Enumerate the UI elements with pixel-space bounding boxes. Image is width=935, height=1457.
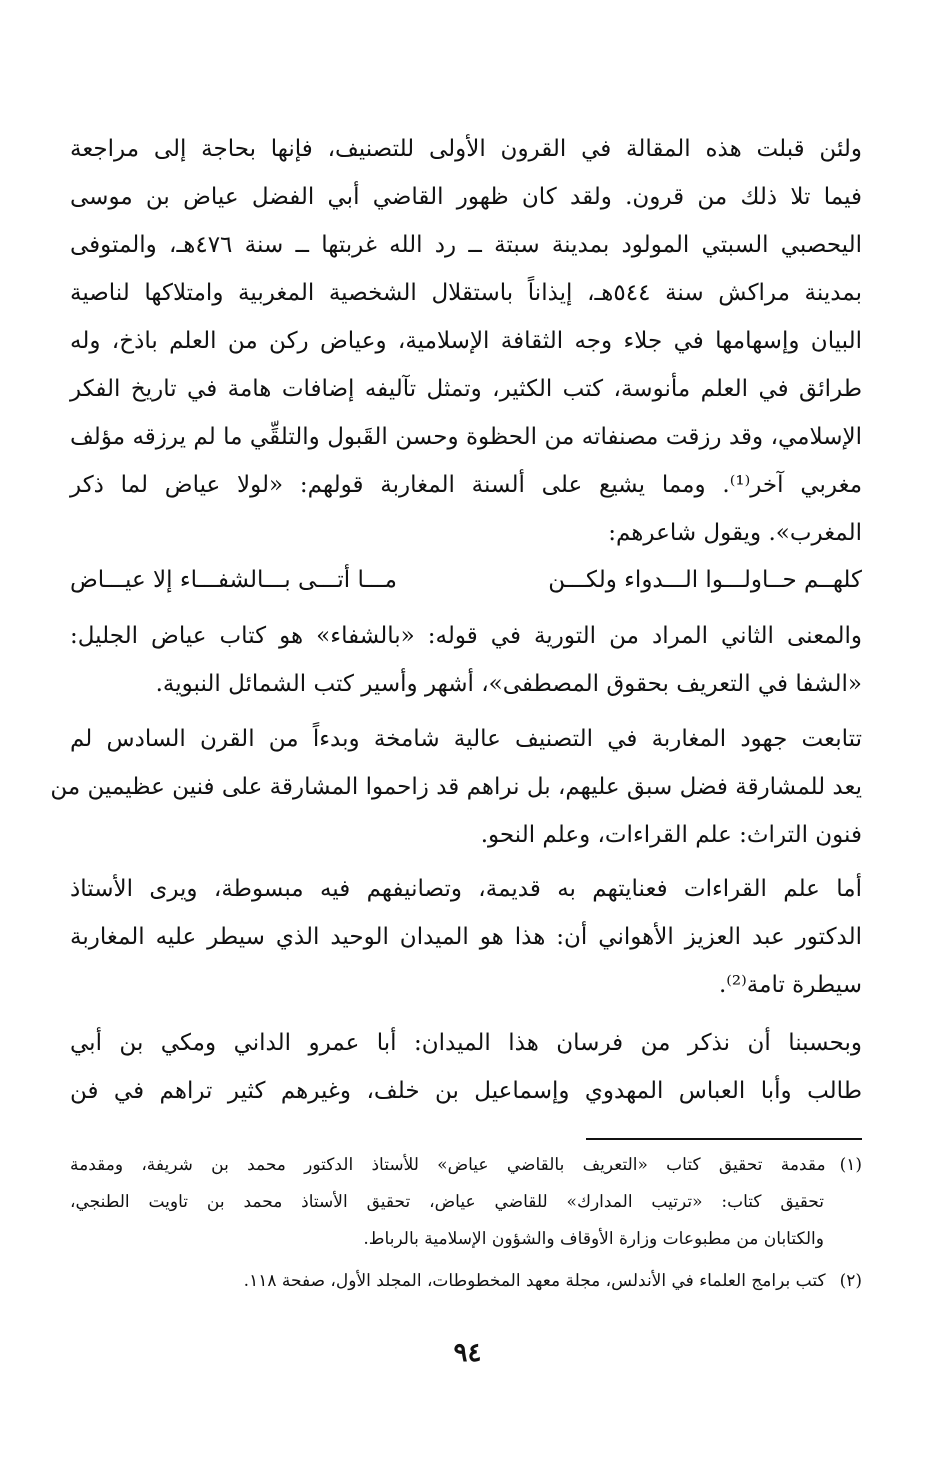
paragraph-1-line-9: المغرب». ويقول شاعرهم:: [608, 520, 862, 546]
paragraph-1-line-1: ولئن قبلت هذه المقالة في القرون الأولى للتصنيف، فإنها بحاجة إلى مراجعة: [70, 136, 862, 162]
poem-second-hemistich: مـــا أتـــى بـــالشفـــاء إلا عيـــاض: [70, 567, 397, 593]
paragraph-3-line-3: فنون التراث: علم القراءات، وعلم النحو.: [480, 822, 862, 848]
footnote-separator: [70, 1138, 862, 1139]
paragraph-4-line-1: أما علم القراءات فعنايتهم به قديمة، وتصانيفهم فيه مبسوطة، ويرى الأستاذ: [70, 876, 862, 902]
footnote-1-line-3: والكتابان من مطبوعات وزارة الأوقاف والشؤون الإسلامية بالرباط.: [363, 1229, 824, 1249]
paragraph-4-line-3: سيطرة تامة⁽²⁾.: [718, 972, 862, 998]
paragraph-2-line-2: «الشفا في التعريف بحقوق المصطفى»، أشهر وأسير كتب الشمائل النبوية.: [155, 671, 862, 697]
footnote-1-text: مقدمة تحقيق كتاب «التعريف بالقاضي عياض» للأستاذ الدكتور محمد بن شريفة، ومقدمة: [70, 1155, 826, 1175]
footnote-1-line-2: تحقيق كتاب: «ترتيب المدارك» للقاضي عياض، تحقيق الأستاذ محمد بن تاويت الطنجي،: [70, 1192, 824, 1212]
paragraph-2-line-1: والمعنى الثاني المراد من التورية في قوله: «بالشفاء» هو كتاب عياض الجليل:: [70, 623, 862, 649]
paragraph-5-line-2: طالب وأبا العباس المهدوي وإسماعيل بن خلف، وغيرهم كثير تراهم في فن: [70, 1078, 862, 1104]
paragraph-3-line-2: يعد للمشارقة فضل سبق عليهم، بل نراهم قد زاحموا المشارقة على فنين عظيمين من: [50, 774, 862, 800]
footnote-2-number: (٢): [839, 1271, 862, 1291]
paragraph-1-line-3: اليحصبي السبتي المولود بمدينة سبتة ــ رد الله غربتها ــ سنة ٤٧٦هـ، والمتوفى: [70, 232, 862, 258]
paragraph-4-line-2: الدكتور عبد العزيز الأهواني أن: هذا هو الميدان الوحيد الذي سيطر عليه المغاربة: [70, 924, 862, 950]
paragraph-1-line-8: مغربي آخر⁽¹⁾. ومما يشيع على ألسنة المغاربة قولهم: «لولا عياض لما ذكر: [70, 472, 863, 498]
page-number: ٩٤: [453, 1338, 482, 1368]
paragraph-5-line-1: وبحسبنا أن نذكر من فرسان هذا الميدان: أبا عمرو الداني ومكي بن أبي: [70, 1030, 862, 1056]
paragraph-1-line-2: فيما تلا ذلك من قرون. ولقد كان ظهور القاضي أبي الفضل عياض بن موسى: [70, 184, 862, 210]
footnote-1-line-1: [70, 1155, 862, 1175]
paragraph-1-line-7: الإسلامي، وقد رزقت مصنفاته من الحظوة وحسن القَبول والتلقِّي ما لم يرزقه مؤلف: [70, 424, 862, 450]
poem-first-hemistich: كلهــم حــاولـــوا الـــدواء ولكـــن: [548, 567, 862, 593]
paragraph-1-line-5: البيان وإسهامها في جلاء وجه الثقافة الإسلامية، وعياض ركن من العلم باذخ، وله: [70, 328, 862, 354]
footnote-2: [70, 1271, 862, 1291]
footnote-2-text: كتب برامج العلماء في الأندلس، مجلة معهد المخطوطات، المجلد الأول، صفحة ١١٨.: [243, 1271, 826, 1291]
paragraph-3-line-1: تتابعت جهود المغاربة في التصنيف عالية شامخة وبدءاً من القرن السادس لم: [70, 726, 862, 752]
paragraph-1-line-6: طرائق في العلم مأنوسة، كتب الكثير، وتمثل تآليفه إضافات هامة في تاريخ الفكر: [70, 376, 862, 402]
footnote-1-number: (١): [839, 1155, 862, 1175]
paragraph-1-line-4: بمدينة مراكش سنة ٥٤٤هـ، إيذاناً باستقلال الشخصية المغربية وامتلاكها لناصية: [70, 280, 862, 306]
